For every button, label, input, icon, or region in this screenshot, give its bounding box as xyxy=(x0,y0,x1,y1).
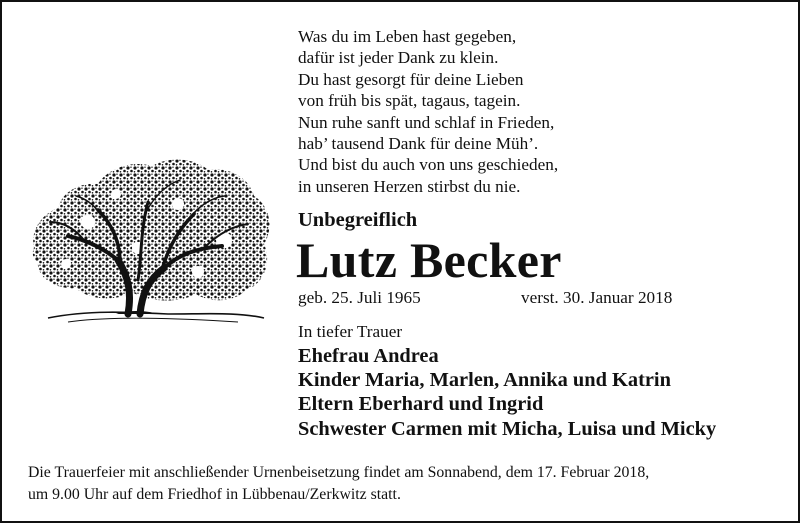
mourner-line: Kinder Maria, Marlen, Annika und Katrin xyxy=(298,369,671,392)
poem-line: von früh bis spät, tagaus, tagein. xyxy=(298,91,521,111)
mourner-line: Ehefrau Andrea xyxy=(298,345,439,367)
intro-line: Unbegreiflich xyxy=(298,209,418,231)
mourner-line: Schwester Carmen mit Micha, Luisa und Micky xyxy=(298,417,717,440)
funeral-info xyxy=(28,462,778,506)
poem-line: dafür ist jeder Dank zu klein. xyxy=(298,48,499,68)
poem-line: Nun ruhe sanft und schlaf in Frieden, xyxy=(298,112,555,132)
poem-line: Was du im Leben hast gegeben, xyxy=(298,27,517,46)
death-date: verst. 30. Januar 2018 xyxy=(521,288,673,307)
funeral-info-line: Die Trauerfeier mit anschließender Urnenbeisetzung findet am Sonnabend, dem 17. Februar 2018, xyxy=(28,464,650,481)
mourning-label: In tiefer Trauer xyxy=(298,322,403,341)
deceased-name: Lutz Becker xyxy=(296,232,562,288)
poem-line: in unseren Herzen stirbst du nie. xyxy=(298,176,521,196)
mourners-list xyxy=(298,344,716,441)
birth-date: geb. 25. Juli 1965 xyxy=(298,288,421,307)
poem xyxy=(298,26,778,197)
tree-illustration-icon xyxy=(28,152,276,324)
mourner-line: Eltern Eberhard und Ingrid xyxy=(298,393,544,416)
poem-line: Und bist du auch von uns geschieden, xyxy=(298,155,559,175)
poem-line: hab’ tausend Dank für deine Müh’. xyxy=(298,134,539,154)
poem-line: Du hast gesorgt für deine Lieben xyxy=(298,69,524,89)
funeral-info-line: um 9.00 Uhr auf dem Friedhof in Lübbenau/Zerkwitz statt. xyxy=(28,486,401,503)
